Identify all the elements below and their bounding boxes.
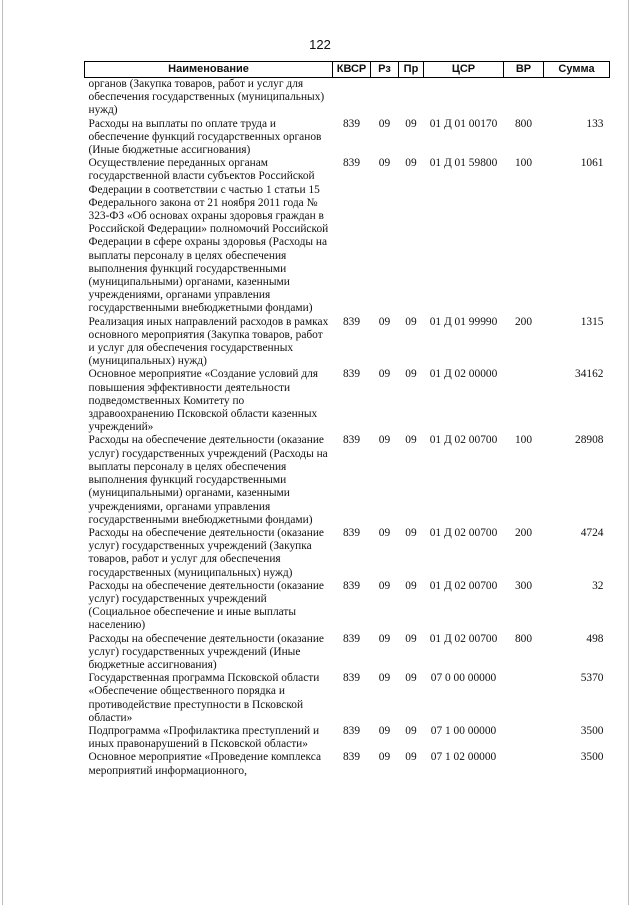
cell-sum: 3500 [580, 724, 604, 737]
table-row [85, 633, 610, 673]
cell-vr [504, 78, 544, 118]
table-row [85, 434, 610, 526]
cell-sum: 498 [586, 632, 604, 645]
header-csr: ЦСР [424, 62, 504, 78]
page-number: 122 [309, 37, 331, 52]
cell-kvsr: 839 [342, 368, 361, 381]
table-header-row [85, 62, 610, 78]
cell-kvsr: 839 [342, 579, 361, 592]
cell-csr: 01 Д 02 00000 [429, 368, 498, 381]
table-body [85, 78, 610, 778]
cell-vr: 300 [514, 579, 533, 592]
cell-rz: 09 [378, 315, 391, 328]
cell-rz: 09 [378, 672, 391, 685]
cell-sum: 5370 [580, 672, 604, 685]
cell-name: Расходы на обеспечение деятельности (оказание услуг) государственных учреждений (Закупка товаров, работ и услуг для обеспечения государственных (муниципальных) нужд) [88, 526, 324, 579]
cell-name: органов (Закупка товаров, работ и услуг для обеспечения государственных (муниципальных) нужд) [88, 78, 325, 117]
budget-table [84, 61, 610, 778]
cell-name: Основное мероприятие «Проведение комплекса мероприятий информационного, [88, 751, 321, 777]
header-kvsr: КВСР [333, 62, 371, 78]
cell-pr: 09 [405, 368, 417, 381]
cell-csr: 07 0 00 00000 [430, 672, 497, 685]
cell-rz: 09 [378, 751, 391, 764]
cell-kvsr: 839 [342, 724, 361, 737]
table-row [85, 316, 610, 369]
cell-pr: 09 [405, 117, 417, 130]
cell-rz: 09 [378, 632, 391, 645]
cell-sum: 34162 [575, 368, 604, 381]
cell-kvsr: 839 [342, 526, 361, 539]
header-name: Наименование [85, 62, 333, 78]
cell-csr: 01 Д 01 59800 [429, 157, 498, 170]
cell-vr: 200 [514, 315, 533, 328]
cell-pr: 09 [405, 672, 417, 685]
cell-csr: 01 Д 02 00700 [429, 632, 498, 645]
cell-name: Подпрограмма «Профилактика преступлений и иных правонарушений в Псковской области» [88, 724, 320, 751]
cell-vr: 800 [514, 117, 533, 130]
cell-csr [424, 78, 504, 118]
cell-vr [504, 725, 544, 751]
cell-sum: 32 [592, 579, 604, 592]
cell-vr [504, 672, 544, 725]
cell-rz [371, 78, 399, 118]
cell-sum [544, 78, 610, 118]
cell-sum: 1061 [580, 157, 604, 170]
cell-rz: 09 [378, 579, 391, 592]
cell-kvsr: 839 [342, 434, 361, 447]
cell-pr: 09 [405, 157, 417, 170]
cell-name: Основное мероприятие «Создание условий для повышения эффективности деятельности подведомственных Комитету по здравоохранению Псковской области казенных учреждений» [88, 368, 319, 434]
cell-sum: 28908 [575, 434, 604, 447]
cell-pr: 09 [405, 751, 417, 764]
cell-csr: 01 Д 01 00170 [429, 117, 498, 130]
cell-vr: 100 [514, 434, 533, 447]
cell-vr: 200 [514, 526, 533, 539]
table-row [85, 368, 610, 434]
cell-pr: 09 [405, 526, 417, 539]
cell-csr: 07 1 02 00000 [430, 751, 497, 764]
scan-right-edge [628, 0, 629, 905]
header-vr: ВР [504, 62, 544, 78]
header-rz: Рз [371, 62, 399, 78]
table-row [85, 78, 610, 118]
cell-csr: 01 Д 01 99990 [429, 315, 498, 328]
cell-kvsr: 839 [342, 632, 361, 645]
cell-kvsr: 839 [342, 315, 361, 328]
cell-name: Расходы на выплаты по оплате труда и обеспечение функций государственных органов (Иные бюджетные ассигнования) [88, 117, 322, 157]
cell-name: Расходы на обеспечение деятельности (оказание услуг) государственных учреждений (Расходы на выплаты персоналу в целях обеспечения выполнения функций государственными (муниципальными) органами, казенными учреждениями, органами управления государственными внебюджетными фондами) [88, 434, 328, 526]
cell-vr [504, 368, 544, 434]
cell-name: Осуществление переданных органам государственной власти субъектов Российской Федерации в соответствии с частью 1 статьи 15 Федерального закона от 21 ноября 2011 года № 323-ФЗ «Об основах охраны здоровья граждан в Российской Федерации» полномочий Российской Федерации в сфере охраны здоровья (Расходы на выплаты персоналу в целях обеспечения выполнения функций государственными (муниципальными) органами, казенными учреждениями, органами управления государственными внебюджетными фондами) [88, 157, 329, 315]
cell-sum: 4724 [580, 526, 604, 539]
cell-kvsr [333, 78, 371, 118]
cell-vr: 100 [514, 157, 533, 170]
table-row [85, 118, 610, 158]
cell-sum: 3500 [580, 751, 604, 764]
table-row [85, 751, 610, 777]
table-row [85, 672, 610, 725]
table-row [85, 580, 610, 633]
cell-pr [399, 78, 424, 118]
table-row [85, 157, 610, 315]
cell-kvsr: 839 [342, 672, 361, 685]
cell-csr: 01 Д 02 00700 [429, 526, 498, 539]
cell-rz: 09 [378, 368, 391, 381]
cell-name: Расходы на обеспечение деятельности (оказание услуг) государственных учреждений (Социальное обеспечение и иные выплаты населению) [88, 579, 324, 632]
cell-kvsr: 839 [342, 157, 361, 170]
cell-rz: 09 [378, 157, 391, 170]
cell-vr [504, 751, 544, 777]
cell-sum: 133 [586, 117, 604, 130]
cell-pr: 09 [405, 579, 417, 592]
cell-rz: 09 [378, 117, 391, 130]
cell-sum: 1315 [580, 315, 604, 328]
table-row [85, 527, 610, 580]
cell-rz: 09 [378, 526, 391, 539]
cell-name: Реализация иных направлений расходов в рамках основного мероприятия (Закупка товаров, работ и услуг для обеспечения государственных (муниципальных) нужд) [88, 315, 329, 368]
cell-pr: 09 [405, 315, 417, 328]
cell-pr: 09 [405, 434, 417, 447]
cell-csr: 01 Д 02 00700 [429, 579, 498, 592]
cell-vr: 800 [514, 632, 533, 645]
cell-pr: 09 [405, 724, 417, 737]
cell-name: Расходы на обеспечение деятельности (оказание услуг) государственных учреждений (Иные бюджетные ассигнования) [88, 632, 324, 671]
header-pr: Пр [399, 62, 424, 78]
cell-name: Государственная программа Псковской области «Обеспечение общественного порядка и противодействие преступности в Псковской области» [88, 672, 320, 724]
cell-csr: 07 1 00 00000 [430, 724, 497, 737]
cell-kvsr: 839 [342, 751, 361, 764]
cell-rz: 09 [378, 724, 391, 737]
cell-kvsr: 839 [342, 117, 361, 130]
cell-csr: 01 Д 02 00700 [429, 434, 498, 447]
header-sum: Сумма [544, 62, 610, 78]
cell-rz: 09 [378, 434, 391, 447]
table-row [85, 725, 610, 751]
cell-pr: 09 [405, 632, 417, 645]
scan-left-edge [2, 0, 3, 905]
